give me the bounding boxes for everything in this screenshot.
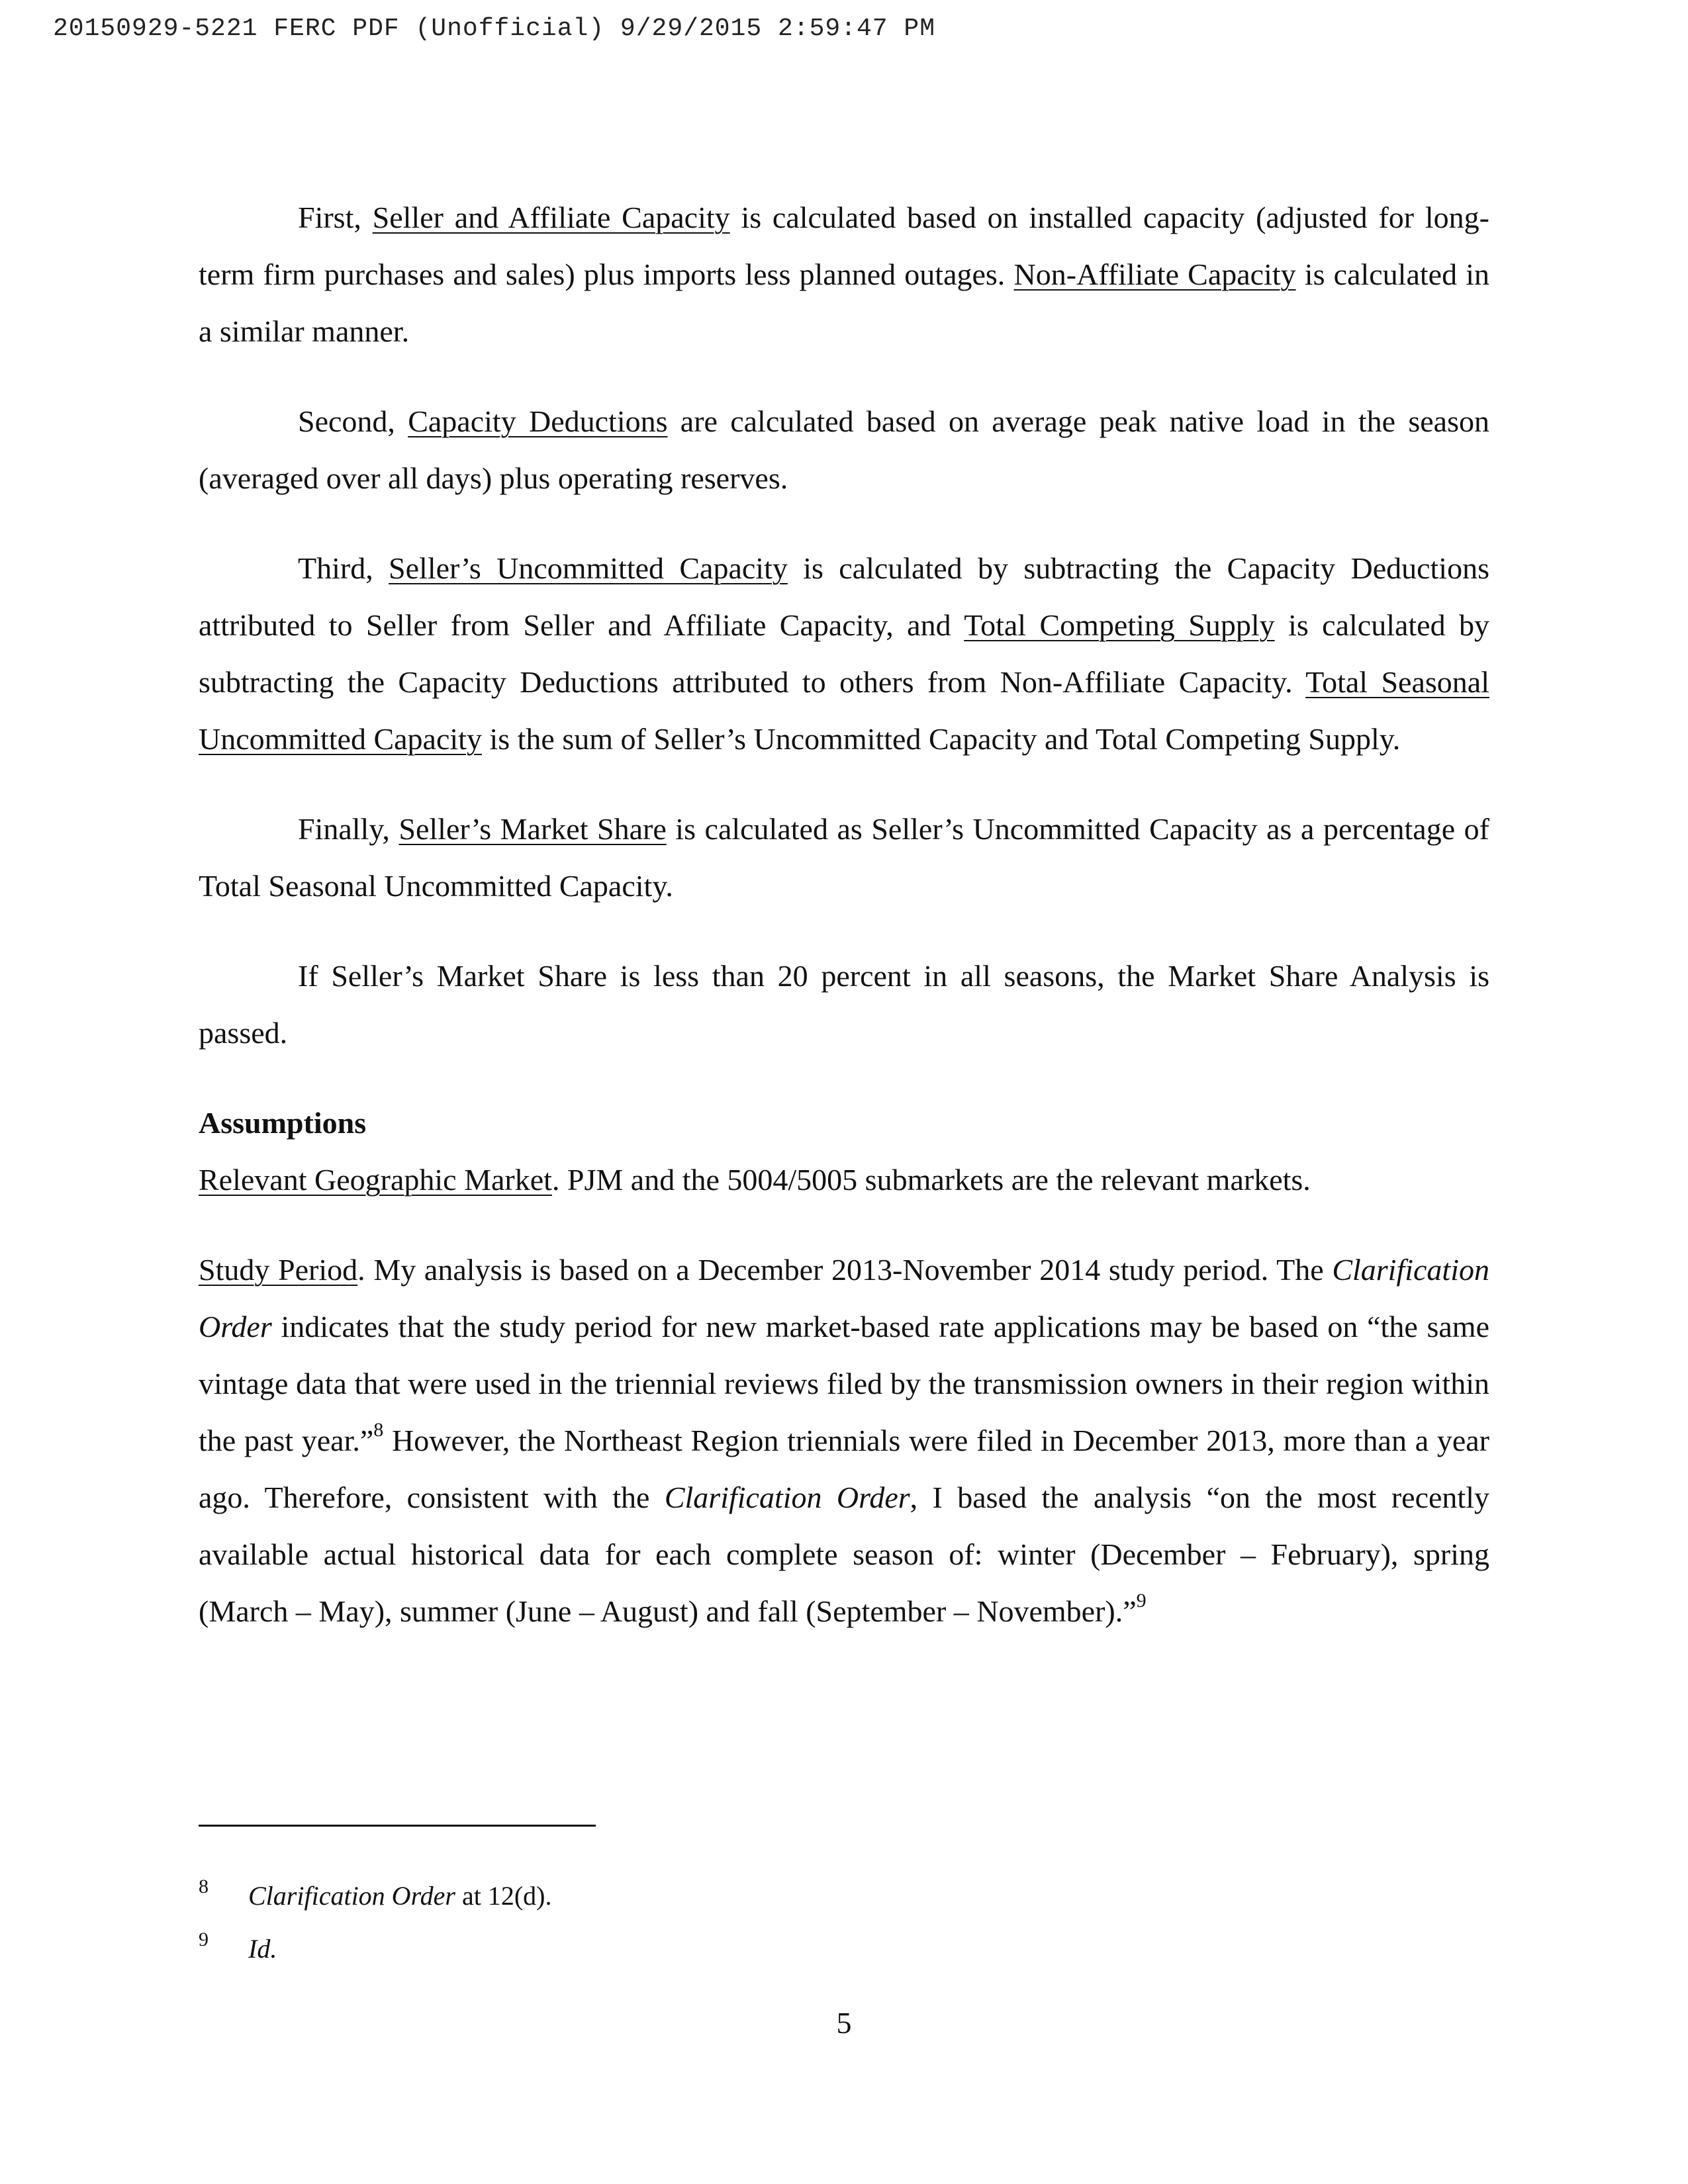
term-capacity-deductions: Capacity Deductions: [408, 404, 668, 438]
paragraph-market-share: [199, 801, 1489, 915]
text: . PJM and the 5004/5005 submarkets are the relevant markets.: [551, 1163, 1311, 1197]
footnote-ref-8[interactable]: 8: [373, 1418, 384, 1441]
term-non-affiliate-capacity: Non-Affiliate Capacity: [1013, 257, 1296, 291]
footnote-ref-9[interactable]: 9: [1136, 1589, 1147, 1612]
text: Finally,: [298, 812, 399, 846]
text: at 12(d).: [455, 1881, 552, 1911]
term-seller-affiliate-capacity: Seller and Affiliate Capacity: [372, 201, 730, 234]
text: However, the Northeast Region triennials were filed in December 2013, more than a year ago. Therefore, consistent with the: [199, 1424, 1489, 1514]
text: is calculated by subtracting the Capacity Deductions attributed to others from Non-Affiliate Capacity.: [199, 608, 1490, 699]
term-sellers-uncommitted-capacity: Seller’s Uncommitted Capacity: [389, 551, 788, 585]
term-relevant-geographic-market: Relevant Geographic Market: [199, 1163, 552, 1197]
text: Third,: [298, 551, 389, 585]
text: is the sum of Seller’s Uncommitted Capacity and Total Competing Supply.: [481, 722, 1401, 756]
text: are calculated based on average peak native load in the season (averaged over all days) plus operating reserves.: [199, 404, 1489, 495]
term-total-seasonal-uncommitted-capacity: Total Seasonal Uncommitted Capacity: [199, 665, 1489, 756]
text: indicates that the study period for new market-based rate applications may be based on “the same vintage data that were used in the triennial reviews filed by the transmission owners in their region within the past year.”: [199, 1310, 1489, 1457]
document-body: [199, 189, 1489, 1673]
text: First,: [298, 201, 373, 234]
term-study-period: Study Period: [199, 1253, 358, 1287]
citation-clarification-order: Clarification Order: [664, 1480, 910, 1514]
text: is calculated as Seller’s Uncommitted Capacity as a percentage of Total Seasonal Uncommitted Capacity.: [199, 812, 1489, 903]
ferc-header-stamp: 20150929-5221 FERC PDF (Unofficial) 9/29/2015 2:59:47 PM: [53, 15, 936, 43]
footnote-number: 8: [199, 1876, 209, 1897]
paragraph-uncommitted-capacity: [199, 540, 1489, 768]
text: is calculated in a similar manner.: [199, 257, 1490, 348]
text: . My analysis is based on a December 2013-November 2014 study period. The: [357, 1253, 1333, 1287]
citation-clarification-order: Clarification Order: [248, 1881, 455, 1911]
paragraph-seller-affiliate-capacity: [199, 189, 1489, 360]
footnote-number: 9: [199, 1929, 209, 1950]
paragraph-relevant-geographic-market: [199, 1152, 1489, 1208]
section-heading-assumptions: Assumptions: [199, 1106, 367, 1140]
text: , I based the analysis “on the most recently available actual historical data for each complete season of: winter (December – February), spring (March – May), summer (June – August) and fall (September – November).”: [199, 1480, 1489, 1628]
text: Second,: [298, 404, 408, 438]
citation-clarification-order: Clarification Order: [199, 1253, 1489, 1343]
footnote-text: [248, 1880, 551, 1913]
footnote-separator: [199, 1825, 596, 1827]
term-sellers-market-share: Seller’s Market Share: [399, 812, 667, 846]
text: is calculated based on installed capacity (adjusted for long-term firm purchases and sales) plus imports less planned outages.: [199, 201, 1489, 291]
paragraph-pass-criterion: [199, 948, 1489, 1062]
page-number: 5: [836, 2006, 852, 2040]
footnote-text: [248, 1933, 277, 1966]
citation-id: Id.: [248, 1934, 277, 1964]
term-total-competing-supply: Total Competing Supply: [964, 608, 1275, 642]
text: If Seller’s Market Share is less than 20 percent in all seasons, the Market Share Analysis is passed.: [199, 959, 1489, 1050]
paragraph-study-period: [199, 1242, 1489, 1640]
text: is calculated by subtracting the Capacity Deductions attributed to Seller from Seller and Affiliate Capacity, and: [199, 551, 1489, 642]
paragraph-capacity-deductions: [199, 393, 1489, 507]
